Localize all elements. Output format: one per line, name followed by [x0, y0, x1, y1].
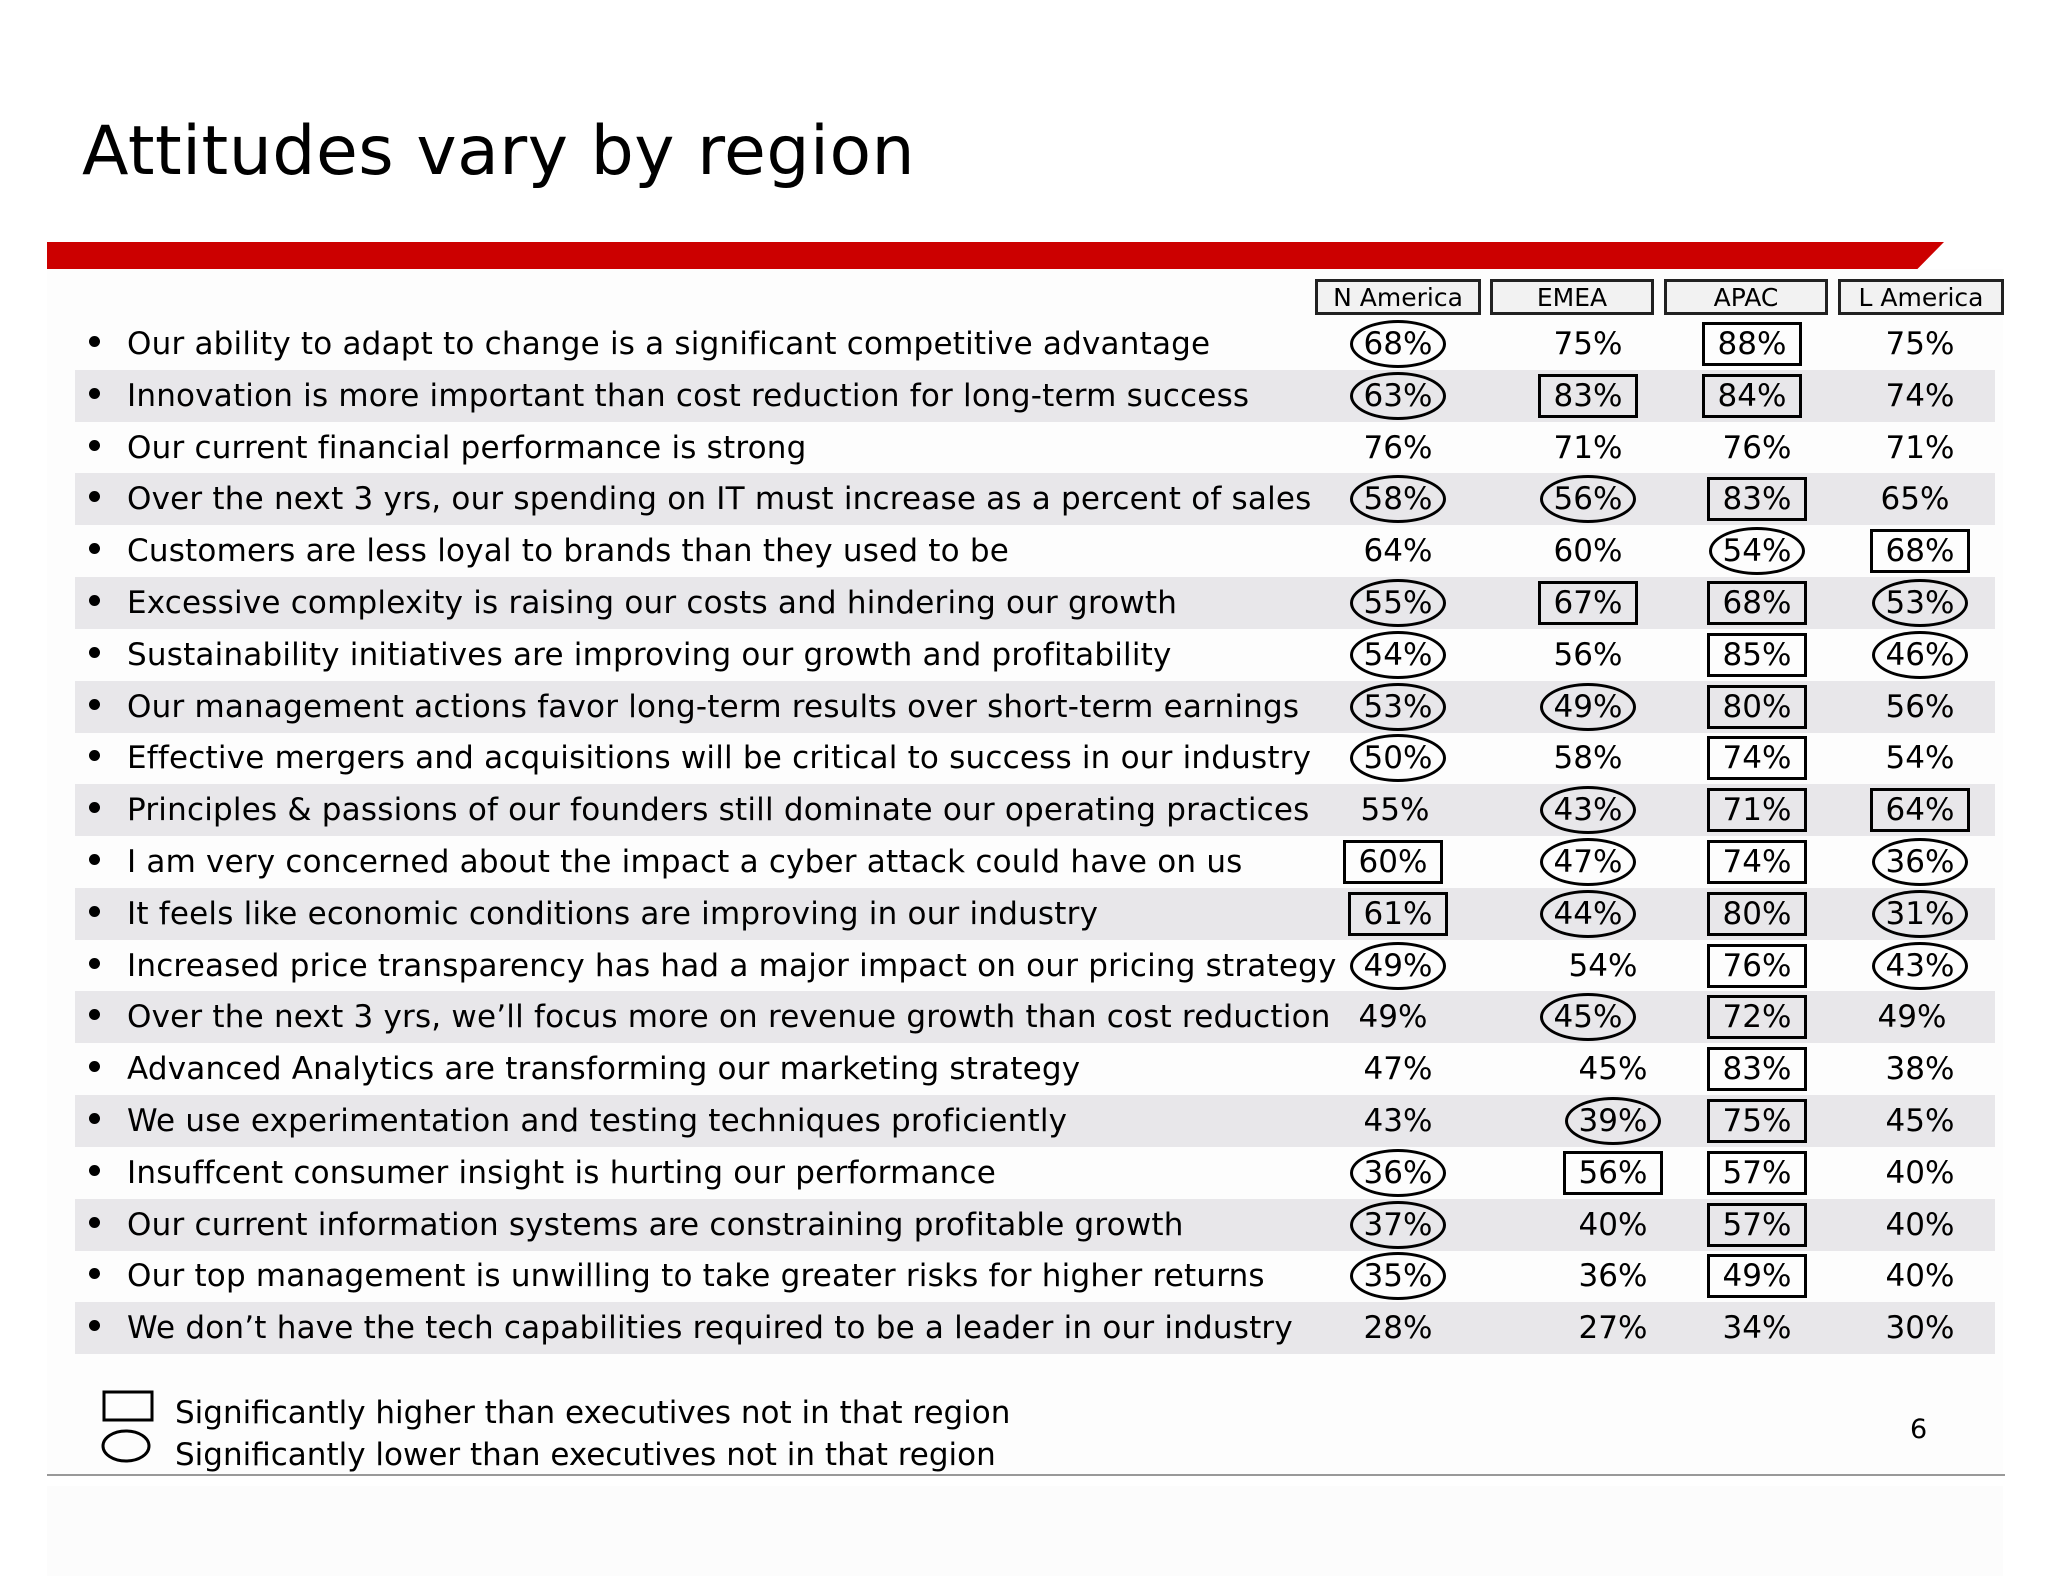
value-l-america: 65% — [1880, 481, 1950, 517]
value-apac: 76% — [1722, 948, 1792, 984]
value-l-america: 36% — [1885, 844, 1955, 880]
value-emea: 71% — [1553, 430, 1623, 466]
bullet-icon — [89, 543, 100, 554]
value-apac: 57% — [1722, 1155, 1792, 1191]
bullet-icon — [89, 1320, 100, 1331]
value-l-america: 71% — [1885, 430, 1955, 466]
value-apac: 83% — [1722, 481, 1792, 517]
bullet-icon — [89, 1165, 100, 1176]
value-l-america: 53% — [1885, 585, 1955, 621]
value-n-america: 76% — [1363, 430, 1433, 466]
value-l-america: 75% — [1885, 326, 1955, 362]
value-apac: 75% — [1722, 1103, 1792, 1139]
value-apac: 85% — [1722, 637, 1792, 673]
value-l-america: 38% — [1885, 1051, 1955, 1087]
value-emea: 83% — [1553, 378, 1623, 414]
row-statement: Increased price transparency has had a major impact on our pricing strategy — [127, 948, 1337, 984]
row-statement: We don’t have the tech capabilities required to be a leader in our industry — [127, 1310, 1293, 1346]
value-n-america: 53% — [1363, 689, 1433, 725]
value-l-america: 46% — [1885, 637, 1955, 673]
bullet-icon — [89, 1113, 100, 1124]
value-emea: 67% — [1553, 585, 1623, 621]
bullet-icon — [89, 854, 100, 865]
value-apac: 83% — [1722, 1051, 1792, 1087]
value-n-america: 54% — [1363, 637, 1433, 673]
value-n-america: 49% — [1363, 948, 1433, 984]
row-statement: Our management actions favor long-term results over short-term earnings — [127, 689, 1300, 725]
value-n-america: 50% — [1363, 740, 1433, 776]
bullet-icon — [89, 699, 100, 710]
value-emea: 75% — [1553, 326, 1623, 362]
value-emea: 40% — [1578, 1207, 1648, 1243]
row-statement: Innovation is more important than cost reduction for long-term success — [127, 378, 1250, 414]
value-apac: 80% — [1722, 689, 1792, 725]
row-statement: I am very concerned about the impact a cyber attack could have on us — [127, 844, 1243, 880]
value-apac: 68% — [1722, 585, 1792, 621]
value-emea: 54% — [1568, 948, 1638, 984]
value-l-america: 68% — [1885, 533, 1955, 569]
value-emea: 56% — [1578, 1155, 1648, 1191]
value-l-america: 49% — [1877, 999, 1947, 1035]
footer-area — [47, 1486, 2003, 1576]
value-emea: 56% — [1553, 481, 1623, 517]
value-n-america: 64% — [1363, 533, 1433, 569]
value-l-america: 40% — [1885, 1207, 1955, 1243]
value-n-america: 61% — [1363, 896, 1433, 932]
legend-circle-icon — [103, 1431, 149, 1461]
row-statement: Excessive complexity is raising our costs and hindering our growth — [127, 585, 1178, 621]
row-statement: Sustainability initiatives are improving our growth and profitability — [127, 637, 1172, 673]
row-statement: Our current financial performance is strong — [127, 430, 807, 466]
bullet-icon — [89, 958, 100, 969]
value-n-america: 35% — [1363, 1258, 1433, 1294]
bottom-rule — [47, 1474, 2005, 1476]
value-emea: 45% — [1553, 999, 1623, 1035]
value-emea: 36% — [1578, 1258, 1648, 1294]
value-n-america: 55% — [1360, 792, 1430, 828]
column-header-n-america: N America — [1315, 279, 1481, 315]
row-statement: Our top management is unwilling to take greater risks for higher returns — [127, 1258, 1265, 1294]
value-l-america: 31% — [1885, 896, 1955, 932]
value-l-america: 74% — [1885, 378, 1955, 414]
row-statement: Our ability to adapt to change is a significant competitive advantage — [127, 326, 1211, 362]
value-apac: 34% — [1722, 1310, 1792, 1346]
value-apac: 54% — [1722, 533, 1792, 569]
row-statement: Principles & passions of our founders still dominate our operating practices — [127, 792, 1310, 828]
value-n-america: 58% — [1363, 481, 1433, 517]
value-apac: 84% — [1717, 378, 1787, 414]
bullet-icon — [89, 1217, 100, 1228]
value-l-america: 54% — [1885, 740, 1955, 776]
bullet-icon — [89, 1061, 100, 1072]
bullet-icon — [89, 388, 100, 399]
value-emea: 43% — [1553, 792, 1623, 828]
bullet-icon — [89, 1009, 100, 1020]
bullet-icon — [89, 1268, 100, 1279]
row-statement: It feels like economic conditions are improving in our industry — [127, 896, 1099, 932]
value-apac: 71% — [1722, 792, 1792, 828]
value-emea: 56% — [1553, 637, 1623, 673]
slide-title: Attitudes vary by region — [82, 112, 916, 191]
bullet-icon — [89, 647, 100, 658]
row-statement: Insuffcent consumer insight is hurting our performance — [127, 1155, 997, 1191]
value-n-america: 36% — [1363, 1155, 1433, 1191]
value-n-america: 68% — [1363, 326, 1433, 362]
value-emea: 60% — [1553, 533, 1623, 569]
value-emea: 58% — [1553, 740, 1623, 776]
row-statement: We use experimentation and testing techniques proficiently — [127, 1103, 1068, 1139]
page-number: 6 — [1910, 1414, 1928, 1445]
value-emea: 39% — [1578, 1103, 1648, 1139]
value-n-america: 37% — [1363, 1207, 1433, 1243]
value-emea: 47% — [1553, 844, 1623, 880]
value-l-america: 40% — [1885, 1155, 1955, 1191]
value-apac: 57% — [1722, 1207, 1792, 1243]
value-n-america: 28% — [1363, 1310, 1433, 1346]
value-apac: 74% — [1722, 740, 1792, 776]
value-apac: 76% — [1722, 430, 1792, 466]
row-statement: Over the next 3 yrs, we’ll focus more on revenue growth than cost reduction — [127, 999, 1331, 1035]
value-emea: 27% — [1578, 1310, 1648, 1346]
bullet-icon — [89, 336, 100, 347]
bullet-icon — [89, 440, 100, 451]
legend-box-icon — [104, 1392, 152, 1420]
row-statement: Our current information systems are constraining profitable growth — [127, 1207, 1184, 1243]
row-statement: Customers are less loyal to brands than they used to be — [127, 533, 1010, 569]
value-emea: 45% — [1578, 1051, 1648, 1087]
column-header-l-america: L America — [1838, 279, 2004, 315]
value-n-america: 55% — [1363, 585, 1433, 621]
value-l-america: 64% — [1885, 792, 1955, 828]
column-header-apac: APAC — [1664, 279, 1828, 315]
legend-symbols — [100, 1388, 160, 1468]
bullet-icon — [89, 802, 100, 813]
value-l-america: 45% — [1885, 1103, 1955, 1139]
row-statement: Effective mergers and acquisitions will be critical to success in our industry — [127, 740, 1312, 776]
bullet-icon — [89, 595, 100, 606]
value-n-america: 43% — [1363, 1103, 1433, 1139]
row-statement: Advanced Analytics are transforming our marketing strategy — [127, 1051, 1081, 1087]
value-apac: 74% — [1722, 844, 1792, 880]
value-n-america: 47% — [1363, 1051, 1433, 1087]
value-apac: 72% — [1722, 999, 1792, 1035]
bullet-icon — [89, 491, 100, 502]
value-l-america: 56% — [1885, 689, 1955, 725]
value-n-america: 49% — [1358, 999, 1428, 1035]
value-apac: 49% — [1722, 1258, 1792, 1294]
bullet-icon — [89, 750, 100, 761]
value-apac: 80% — [1722, 896, 1792, 932]
value-l-america: 43% — [1885, 948, 1955, 984]
column-header-emea: EMEA — [1490, 279, 1654, 315]
accent-bar — [47, 242, 1944, 269]
value-n-america: 63% — [1363, 378, 1433, 414]
row-statement: Over the next 3 yrs, our spending on IT must increase as a percent of sales — [127, 481, 1312, 517]
value-apac: 88% — [1717, 326, 1787, 362]
value-n-america: 60% — [1358, 844, 1428, 880]
legend-higher-label: Significantly higher than executives not in that region — [175, 1395, 1011, 1431]
value-emea: 49% — [1553, 689, 1623, 725]
value-l-america: 30% — [1885, 1310, 1955, 1346]
value-emea: 44% — [1553, 896, 1623, 932]
value-l-america: 40% — [1885, 1258, 1955, 1294]
bullet-icon — [89, 906, 100, 917]
legend-lower-label: Significantly lower than executives not in that region — [175, 1437, 996, 1473]
